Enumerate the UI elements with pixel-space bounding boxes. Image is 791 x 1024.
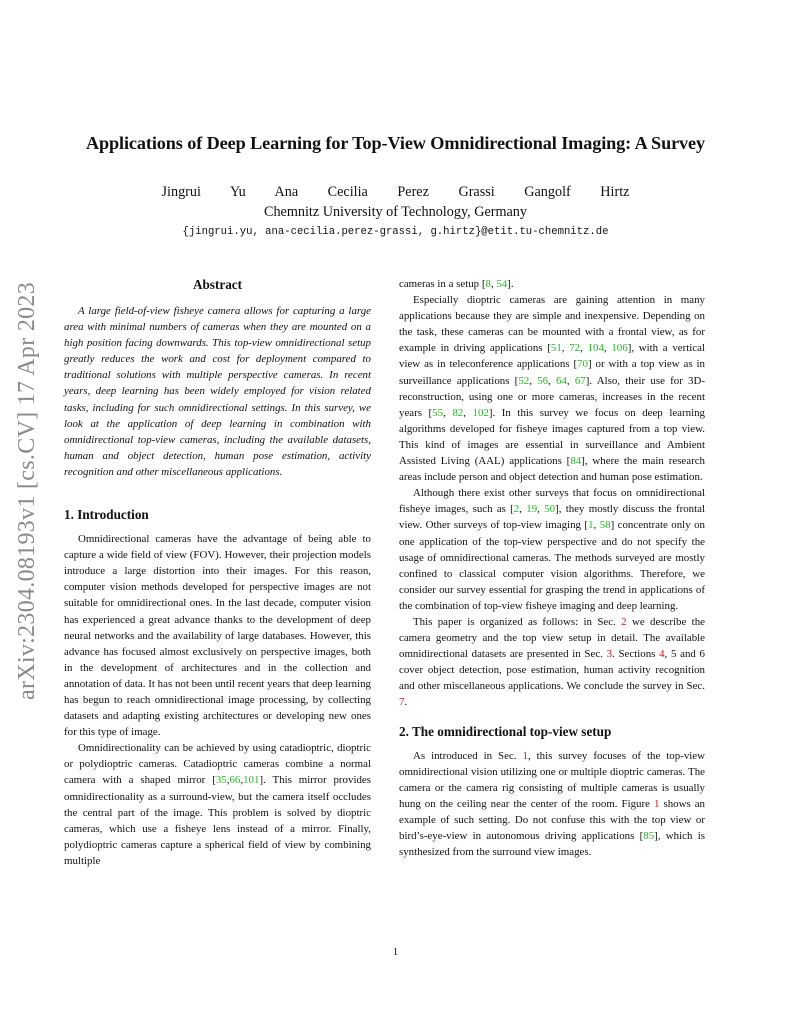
section-heading-introduction: 1. Introduction — [64, 507, 149, 523]
intro-paragraph-2: Omnidirectionality can be achieved by using catadioptric, dioptric or polydioptric cameras. Catadioptric cameras combine a normal camera with a shaped mirror [35,66,101]. This mirror provides omnidirectionality as a surround-view, but the camera itself occludes the central part of the image. This problem is solved by dioptric cameras, which use a fisheye lens instead of a mirror. Finally, polydioptric cameras capture a spherical field of view by combining multiple — [64, 742, 371, 867]
author-list: Jingrui Yu Ana Cecilia Perez Grassi Gangolf Hirtz — [161, 184, 630, 200]
left-column — [64, 276, 371, 869]
abstract-heading: Abstract — [192, 277, 243, 292]
intro-paragraph-5: This paper is organized as follows: in Sec. 2 we describe the camera geometry and the top view setup in detail. The available omnidirectional datasets are presented in Sec. 3. Sections 4, 5 and 6 cover object detection, pose estimation, human activity recognition and other miscellaneous applications. We conclude the survey in Sec. 7. — [399, 615, 705, 709]
section-heading-setup: 2. The omnidirectional top-view setup — [399, 723, 612, 739]
intro-paragraph-3: Especially dioptric cameras are gaining attention in many applications because they are simple and inexpensive. Depending on the task, these cameras can be mounted with a frontal view, as for example in driving applications [51, 72, 104, 106], with a vertical view as in teleconference applications [70] or with a top view as in surveillance applications [52, 56, 64, 67]. Also, their use for 3D-reconstruction, using one or more cameras, increases in the recent years [55, 82, 102]. In this survey we focus on deep learning algorithms developed for fisheye images captured from a top view. This kind of images are essential in surveillance and Ambient Assisted Living (AAL) applications [84], where the main research areas include person and object detection and human pose estimation. — [399, 294, 706, 484]
intro-paragraph-1: Omnidirectional cameras have the advantage of being able to capture a wide field of view (FOV). However, their projection models introduce a large distortion into their images. For this reason, computer vision methods developed for perspective images are not suitable for omnidirectional ones. In the last decade, computer vision has experienced a great advance thanks to the development of deep neural networks and the availability of large databases. However, this advance has focused almost exclusively on perspective images, both in the development of architectures and in the collection and annotation of data. It has not been until recent years that deep learning has begun to reach omnidirectional image processing, by collecting datasets and adapting existing architectures or developing new ones for this type of image. — [64, 533, 371, 739]
abstract-text: A large field-of-view fisheye camera allows for capturing a large area with minimal numbers of cameras when they are mounted on a high position facing downwards. This top-view omnidirectional setup greatly reduces the work and cost for deployment compared to traditional solutions with multiple perspective cameras. In recent years, deep learning has been widely employed for vision related tasks, including for such omnidirectional settings. In this survey, we look at the application of deep learning in combination with omnidirectional top-view cameras, including the available datasets, human and object detection, human pose estimation, activity recognition and other miscellaneous applications. — [64, 305, 371, 478]
arxiv-identifier: arXiv:2304.08193v1 [cs.CV] 17 Apr 2023 — [14, 281, 40, 700]
page-number: 1 — [392, 946, 399, 958]
intro-paragraph-4: Although there exist other surveys that focus on omnidirectional fisheye images, such as [2, 19, 50], they mostly discuss the frontal view. Other surveys of top-view imaging [1, 58] concentrate only on one application of the top-view perspective and do not specify the usage of omnidirectional cameras. The methods surveyed are mostly confined to classical computer vision algorithms. Therefore, we consider our survey essential for grasping the trend in applications of the combination of top-view fisheye imaging and deep learning. — [399, 487, 706, 612]
setup-paragraph-1: As introduced in Sec. 1, this survey focuses of the top-view omnidirectional vision utilizing one or multiple dioptric cameras. The camera or the camera rig consisting of multiple cameras is usually hung on the ceiling near the center of the room. Figure 1 shows an example of such setting. Do not confuse this with the top view or bird’s-eye-view in autonomous driving applications [85], which is synthesized from the surround view images. — [399, 749, 705, 859]
affiliation: Chemnitz University of Technology, Germany — [264, 204, 527, 220]
paper-title: Applications of Deep Learning for Top-View Omnidirectional Imaging: A Survey — [85, 133, 706, 153]
author-emails: {jingrui.yu, ana-cecilia.perez-grassi, g.hirtz}@etit.tu-chemnitz.de — [182, 226, 609, 238]
right-column — [399, 276, 705, 860]
intro-continuation: cameras in a setup [8, 54]. — [399, 278, 514, 290]
arxiv-sidebar — [14, 270, 54, 700]
